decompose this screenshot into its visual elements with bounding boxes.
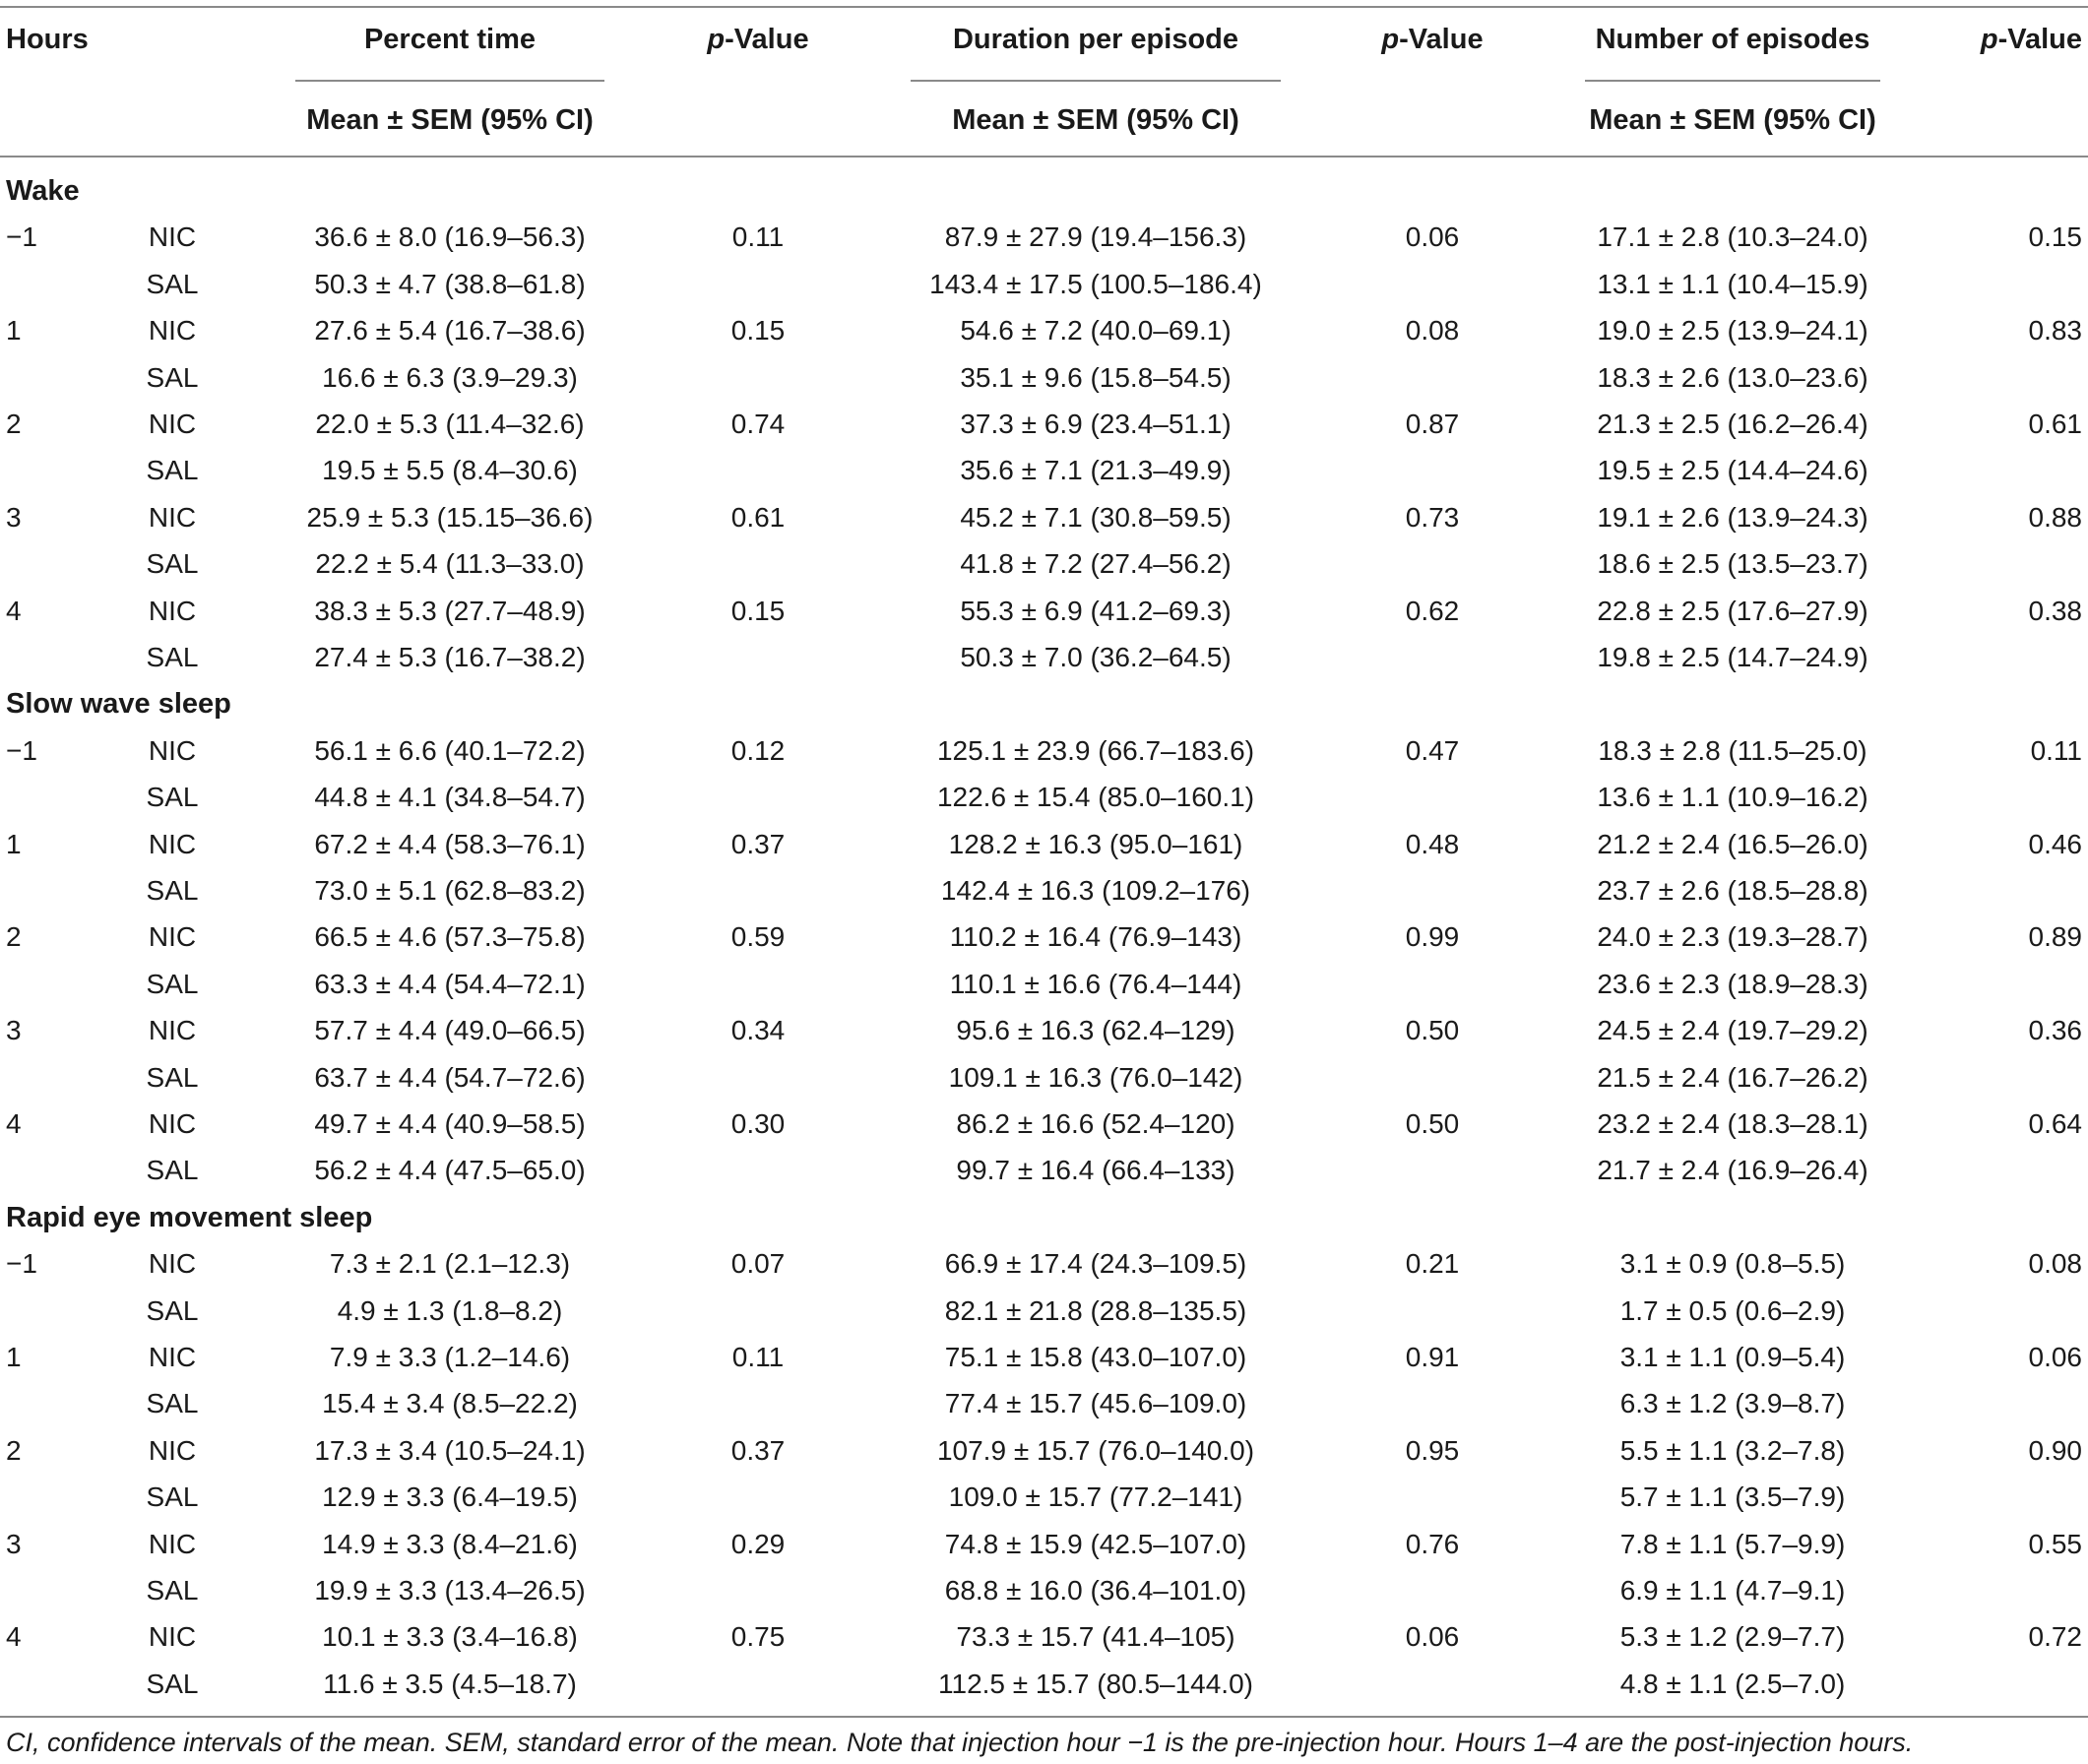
cell-p-value-3: 0.55 <box>2028 1528 2082 1559</box>
header-p-value-1: p-Value <box>707 24 809 55</box>
cell-percent-time: 63.3 ± 4.4 (54.4–72.1) <box>314 968 586 999</box>
cell-episodes: 1.7 ± 0.5 (0.6–2.9) <box>1619 1294 1846 1326</box>
cell-group: SAL <box>146 1481 199 1513</box>
cell-group: NIC <box>148 1108 197 1139</box>
cell-p-value-2: 0.47 <box>1405 734 1460 766</box>
cell-duration: 110.1 ± 16.6 (76.4–144) <box>949 968 1242 999</box>
cell-duration: 143.4 ± 17.5 (100.5–186.4) <box>929 268 1262 299</box>
cell-p-value-2: 0.99 <box>1405 921 1460 953</box>
cell-duration: 55.3 ± 6.9 (41.2–69.3) <box>960 595 1232 626</box>
cell-percent-time: 63.7 ± 4.4 (54.7–72.6) <box>314 1061 586 1093</box>
cell-hour: 3 <box>6 1528 22 1559</box>
cell-episodes: 23.2 ± 2.4 (18.3–28.1) <box>1597 1108 1868 1139</box>
cell-p-value-3: 0.64 <box>2028 1108 2082 1139</box>
cell-duration: 54.6 ± 7.2 (40.0–69.1) <box>960 315 1232 346</box>
cell-p-value-2: 0.95 <box>1405 1434 1460 1466</box>
cell-group: NIC <box>148 828 197 859</box>
cell-p-value-2: 0.50 <box>1405 1015 1460 1046</box>
cell-episodes: 18.3 ± 2.8 (11.5–25.0) <box>1598 734 1867 766</box>
cell-percent-time: 16.6 ± 6.3 (3.9–29.3) <box>322 361 578 393</box>
cell-duration: 35.1 ± 9.6 (15.8–54.5) <box>960 361 1232 393</box>
cell-p-value-1: 0.74 <box>730 409 786 439</box>
cell-percent-time: 7.3 ± 2.1 (2.1–12.3) <box>329 1248 571 1280</box>
cell-episodes: 5.5 ± 1.1 (3.2–7.8) <box>1619 1434 1846 1466</box>
cell-hour: 3 <box>6 501 22 533</box>
section-title: Slow wave sleep <box>6 688 231 721</box>
cell-group: SAL <box>146 1388 199 1419</box>
cell-duration: 122.6 ± 15.4 (85.0–160.1) <box>936 782 1255 813</box>
percent-time-underline <box>295 80 604 82</box>
cell-p-value-3: 0.89 <box>2028 921 2082 953</box>
cell-duration: 125.1 ± 23.9 (66.7–183.6) <box>936 734 1255 766</box>
cell-group: SAL <box>146 782 199 813</box>
cell-p-value-3: 0.15 <box>2028 221 2082 253</box>
cell-episodes: 19.0 ± 2.5 (13.9–24.1) <box>1597 315 1868 346</box>
cell-duration: 128.2 ± 16.3 (95.0–161) <box>948 828 1243 859</box>
duration-underline <box>911 80 1281 82</box>
cell-group: SAL <box>146 548 199 580</box>
cell-episodes: 21.7 ± 2.4 (16.9–26.4) <box>1597 1155 1868 1186</box>
cell-p-value-1: 0.07 <box>730 1248 786 1280</box>
cell-p-value-1: 0.59 <box>730 921 786 953</box>
cell-p-value-1: 0.75 <box>730 1621 786 1653</box>
cell-hour: 2 <box>6 1434 22 1466</box>
cell-episodes: 22.8 ± 2.5 (17.6–27.9) <box>1597 595 1868 626</box>
cell-episodes: 24.5 ± 2.4 (19.7–29.2) <box>1597 1015 1868 1046</box>
cell-p-value-1: 0.15 <box>730 315 786 346</box>
cell-percent-time: 27.4 ± 5.3 (16.7–38.2) <box>314 642 586 672</box>
cell-p-value-2: 0.06 <box>1405 221 1460 253</box>
cell-percent-time: 50.3 ± 4.7 (38.8–61.8) <box>314 268 586 299</box>
cell-group: SAL <box>146 361 199 393</box>
cell-group: SAL <box>146 1668 199 1699</box>
cell-percent-time: 14.9 ± 3.3 (8.4–21.6) <box>322 1528 578 1559</box>
cell-group: NIC <box>148 1248 197 1280</box>
cell-group: NIC <box>148 921 197 953</box>
cell-p-value-3: 0.38 <box>2028 595 2082 626</box>
cell-percent-time: 66.5 ± 4.6 (57.3–75.8) <box>314 921 586 953</box>
cell-episodes: 13.1 ± 1.1 (10.4–15.9) <box>1597 268 1868 299</box>
cell-group: NIC <box>148 409 197 439</box>
cell-percent-time: 57.7 ± 4.4 (49.0–66.5) <box>314 1015 586 1046</box>
cell-percent-time: 7.9 ± 3.3 (1.2–14.6) <box>329 1342 571 1372</box>
cell-percent-time: 10.1 ± 3.3 (3.4–16.8) <box>322 1621 578 1653</box>
cell-group: NIC <box>148 595 197 626</box>
cell-episodes: 5.7 ± 1.1 (3.5–7.9) <box>1619 1481 1846 1513</box>
cell-duration: 142.4 ± 16.3 (109.2–176) <box>940 875 1251 906</box>
cell-p-value-3: 0.36 <box>2028 1015 2082 1046</box>
cell-group: SAL <box>146 1155 199 1186</box>
cell-episodes: 18.3 ± 2.6 (13.0–23.6) <box>1597 361 1868 393</box>
cell-p-value-3: 0.88 <box>2028 501 2082 533</box>
cell-group: NIC <box>148 221 197 253</box>
cell-group: NIC <box>148 1621 197 1653</box>
cell-duration: 95.6 ± 16.3 (62.4–129) <box>956 1015 1235 1046</box>
cell-percent-time: 11.6 ± 3.5 (4.5–18.7) <box>323 1668 577 1699</box>
cell-p-value-2: 0.91 <box>1405 1342 1460 1372</box>
cell-p-value-3: 0.08 <box>2028 1248 2082 1280</box>
cell-p-value-3: 0.11 <box>2030 734 2082 766</box>
cell-duration: 45.2 ± 7.1 (30.8–59.5) <box>960 501 1232 533</box>
cell-p-value-3: 0.83 <box>2028 315 2082 346</box>
cell-percent-time: 17.3 ± 3.4 (10.5–24.1) <box>314 1434 586 1466</box>
cell-hour: 2 <box>6 409 22 439</box>
cell-duration: 107.9 ± 15.7 (76.0–140.0) <box>936 1434 1255 1466</box>
cell-group: SAL <box>146 455 199 486</box>
cell-percent-time: 25.9 ± 5.3 (15.15–36.6) <box>306 501 594 533</box>
table-header-rule <box>0 156 2088 158</box>
cell-p-value-2: 0.73 <box>1405 501 1460 533</box>
cell-percent-time: 15.4 ± 3.4 (8.5–22.2) <box>322 1388 578 1419</box>
cell-episodes: 4.8 ± 1.1 (2.5–7.0) <box>1619 1668 1846 1699</box>
cell-percent-time: 56.1 ± 6.6 (40.1–72.2) <box>314 734 586 766</box>
cell-duration: 35.6 ± 7.1 (21.3–49.9) <box>960 455 1232 486</box>
cell-percent-time: 4.9 ± 1.3 (1.8–8.2) <box>337 1294 563 1326</box>
cell-percent-time: 12.9 ± 3.3 (6.4–19.5) <box>322 1481 578 1513</box>
cell-episodes: 23.6 ± 2.3 (18.9–28.3) <box>1597 968 1868 999</box>
cell-hour: 4 <box>6 1108 22 1139</box>
cell-duration: 50.3 ± 7.0 (36.2–64.5) <box>960 642 1232 672</box>
cell-episodes: 19.5 ± 2.5 (14.4–24.6) <box>1597 455 1868 486</box>
cell-group: NIC <box>148 734 197 766</box>
cell-p-value-3: 0.72 <box>2028 1621 2082 1653</box>
cell-duration: 75.1 ± 15.8 (43.0–107.0) <box>944 1342 1247 1372</box>
cell-episodes: 19.1 ± 2.6 (13.9–24.3) <box>1597 501 1868 533</box>
cell-p-value-3: 0.46 <box>2028 828 2082 859</box>
cell-group: SAL <box>146 642 199 672</box>
cell-episodes: 17.1 ± 2.8 (10.3–24.0) <box>1597 221 1868 253</box>
cell-episodes: 6.9 ± 1.1 (4.7–9.1) <box>1619 1575 1846 1606</box>
cell-p-value-1: 0.30 <box>730 1108 786 1139</box>
section-title: Rapid eye movement sleep <box>6 1201 373 1233</box>
cell-episodes: 13.6 ± 1.1 (10.9–16.2) <box>1597 782 1868 813</box>
header-hours: Hours <box>6 24 89 55</box>
cell-percent-time: 19.5 ± 5.5 (8.4–30.6) <box>322 455 578 486</box>
cell-percent-time: 27.6 ± 5.4 (16.7–38.6) <box>314 315 586 346</box>
cell-episodes: 23.7 ± 2.6 (18.5–28.8) <box>1597 875 1868 906</box>
table-bottom-rule <box>0 1716 2088 1718</box>
cell-hour: 4 <box>6 595 22 626</box>
cell-group: NIC <box>148 501 197 533</box>
cell-percent-time: 36.6 ± 8.0 (16.9–56.3) <box>314 221 586 253</box>
cell-group: NIC <box>148 1434 197 1466</box>
cell-duration: 87.9 ± 27.9 (19.4–156.3) <box>944 221 1247 253</box>
cell-duration: 74.8 ± 15.9 (42.5–107.0) <box>944 1528 1247 1559</box>
cell-p-value-2: 0.08 <box>1405 315 1460 346</box>
cell-percent-time: 22.0 ± 5.3 (11.4–32.6) <box>315 409 585 439</box>
cell-p-value-1: 0.34 <box>730 1015 786 1046</box>
cell-percent-time: 38.3 ± 5.3 (27.7–48.9) <box>314 595 586 626</box>
header-percent-time: Percent time <box>363 24 537 55</box>
cell-p-value-1: 0.29 <box>730 1528 786 1559</box>
cell-p-value-2: 0.06 <box>1405 1621 1460 1653</box>
cell-hour: 2 <box>6 921 22 953</box>
cell-hour: 1 <box>6 828 22 859</box>
cell-hour: 4 <box>6 1621 22 1653</box>
cell-duration: 110.2 ± 16.4 (76.9–143) <box>949 921 1242 953</box>
cell-episodes: 24.0 ± 2.3 (19.3–28.7) <box>1597 921 1868 953</box>
header-episodes: Number of episodes <box>1595 24 1870 55</box>
cell-p-value-2: 0.50 <box>1405 1108 1460 1139</box>
cell-p-value-3: 0.06 <box>2028 1342 2082 1372</box>
cell-p-value-1: 0.37 <box>730 828 786 859</box>
cell-episodes: 21.3 ± 2.5 (16.2–26.4) <box>1597 409 1868 439</box>
cell-group: SAL <box>146 875 199 906</box>
cell-episodes: 7.8 ± 1.1 (5.7–9.9) <box>1619 1528 1846 1559</box>
cell-p-value-2: 0.87 <box>1405 409 1460 439</box>
cell-episodes: 6.3 ± 1.2 (3.9–8.7) <box>1619 1388 1846 1419</box>
cell-p-value-2: 0.21 <box>1405 1248 1460 1280</box>
cell-duration: 68.8 ± 16.0 (36.4–101.0) <box>944 1575 1247 1606</box>
cell-group: SAL <box>146 1061 199 1093</box>
cell-p-value-2: 0.76 <box>1405 1528 1460 1559</box>
cell-duration: 37.3 ± 6.9 (23.4–51.1) <box>960 409 1232 439</box>
cell-hour: −1 <box>6 734 37 766</box>
cell-hour: 1 <box>6 315 22 346</box>
cell-duration: 99.7 ± 16.4 (66.4–133) <box>956 1155 1235 1186</box>
cell-duration: 109.0 ± 15.7 (77.2–141) <box>948 1481 1243 1513</box>
cell-percent-time: 73.0 ± 5.1 (62.8–83.2) <box>314 875 586 906</box>
cell-p-value-3: 0.90 <box>2028 1434 2082 1466</box>
cell-hour: 1 <box>6 1342 22 1372</box>
cell-percent-time: 56.2 ± 4.4 (47.5–65.0) <box>314 1155 586 1186</box>
cell-episodes: 3.1 ± 1.1 (0.9–5.4) <box>1619 1342 1846 1372</box>
cell-hour: −1 <box>6 221 37 253</box>
header-duration: Duration per episode <box>952 24 1239 55</box>
cell-p-value-2: 0.62 <box>1405 595 1460 626</box>
cell-duration: 66.9 ± 17.4 (24.3–109.5) <box>944 1248 1247 1280</box>
episodes-underline <box>1585 80 1880 82</box>
cell-group: SAL <box>146 968 199 999</box>
cell-p-value-1: 0.12 <box>730 734 786 766</box>
cell-episodes: 21.5 ± 2.4 (16.7–26.2) <box>1597 1061 1868 1093</box>
cell-episodes: 5.3 ± 1.2 (2.9–7.7) <box>1619 1621 1846 1653</box>
cell-percent-time: 67.2 ± 4.4 (58.3–76.1) <box>314 828 586 859</box>
cell-duration: 41.8 ± 7.2 (27.4–56.2) <box>960 548 1232 580</box>
cell-p-value-1: 0.15 <box>730 595 786 626</box>
cell-group: SAL <box>146 268 199 299</box>
header-mean-sem-2: Mean ± SEM (95% CI) <box>952 104 1239 136</box>
cell-percent-time: 22.2 ± 5.4 (11.3–33.0) <box>315 548 585 580</box>
cell-group: NIC <box>148 1528 197 1559</box>
cell-duration: 77.4 ± 15.7 (45.6–109.0) <box>944 1388 1247 1419</box>
cell-episodes: 3.1 ± 0.9 (0.8–5.5) <box>1619 1248 1846 1280</box>
cell-hour: −1 <box>6 1248 37 1280</box>
cell-duration: 109.1 ± 16.3 (76.0–142) <box>948 1061 1243 1093</box>
cell-episodes: 21.2 ± 2.4 (16.5–26.0) <box>1597 828 1868 859</box>
cell-p-value-3: 0.61 <box>2028 409 2082 439</box>
cell-hour: 3 <box>6 1015 22 1046</box>
cell-percent-time: 49.7 ± 4.4 (40.9–58.5) <box>314 1108 586 1139</box>
cell-p-value-1: 0.11 <box>731 221 785 253</box>
cell-group: SAL <box>146 1575 199 1606</box>
cell-duration: 86.2 ± 16.6 (52.4–120) <box>956 1108 1235 1139</box>
cell-group: SAL <box>146 1294 199 1326</box>
cell-duration: 112.5 ± 15.7 (80.5–144.0) <box>938 1668 1253 1699</box>
cell-p-value-1: 0.11 <box>731 1342 785 1372</box>
cell-p-value-2: 0.48 <box>1405 828 1460 859</box>
cell-duration: 82.1 ± 21.8 (28.8–135.5) <box>944 1294 1247 1326</box>
cell-percent-time: 44.8 ± 4.1 (34.8–54.7) <box>314 782 586 813</box>
cell-episodes: 19.8 ± 2.5 (14.7–24.9) <box>1597 642 1868 672</box>
table-top-rule <box>0 6 2088 8</box>
cell-duration: 73.3 ± 15.7 (41.4–105) <box>956 1621 1235 1653</box>
cell-percent-time: 19.9 ± 3.3 (13.4–26.5) <box>314 1575 586 1606</box>
cell-group: NIC <box>148 1342 197 1372</box>
header-p-value-2: p-Value <box>1381 24 1484 55</box>
header-p-value-3: p-Value <box>1980 24 2082 55</box>
cell-p-value-1: 0.61 <box>730 501 786 533</box>
cell-group: NIC <box>148 1015 197 1046</box>
header-mean-sem-3: Mean ± SEM (95% CI) <box>1589 104 1876 136</box>
cell-episodes: 18.6 ± 2.5 (13.5–23.7) <box>1597 548 1868 580</box>
cell-p-value-1: 0.37 <box>730 1434 786 1466</box>
cell-group: NIC <box>148 315 197 346</box>
section-title: Wake <box>6 175 80 207</box>
header-mean-sem-1: Mean ± SEM (95% CI) <box>306 104 594 136</box>
table-footnote: CI, confidence intervals of the mean. SEM, standard error of the mean. Note that injection hour −1 is the pre-injection hour. Hours 1–4 are the post-injection hours. <box>6 1728 1914 1757</box>
